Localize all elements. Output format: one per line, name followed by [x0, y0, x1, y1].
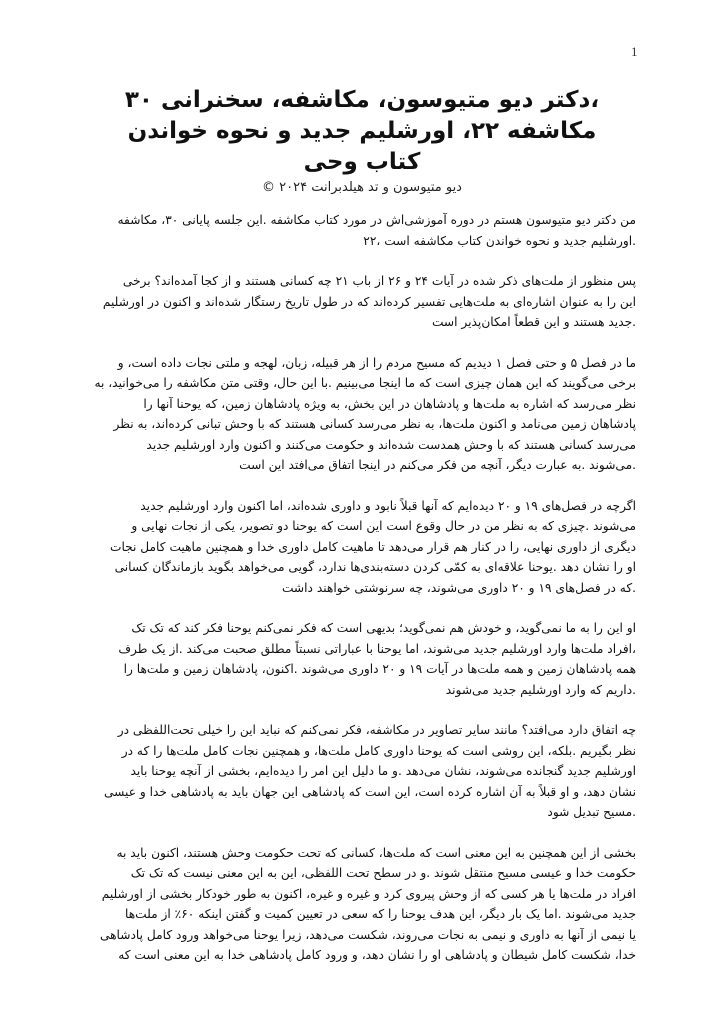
text-line: ،افراد ملت‌ها وارد اورشلیم جدید می‌شوند، اما یوحنا با عباراتی نسبتاً مطلق صحبت می‌کند .از یک طرف [118, 641, 636, 656]
document-title-line-2: مکاشفه ۲۲، اورشلیم جدید و نحوه خواندن [127, 118, 597, 144]
text-line: .می‌شوند .به عبارت دیگر، آنچه من فکر می‌کنم در اینجا اتفاق می‌افتد این است [239, 458, 636, 472]
text-line: اورشلیم جدید گنجانده می‌شوند، نشان می‌دهد .و ما دلیل این امر را دیده‌ایم، بخشی از آنچه یوحنا باید [130, 764, 636, 778]
page-number: 1 [631, 44, 638, 59]
text-line: نظر می‌رسد که اشاره به ملت‌ها و پادشاهان در این بخش، به ویژه پادشاهان زمین، که یوحنا آنها را [143, 396, 636, 411]
paragraph-6 [86, 720, 636, 823]
paragraph-7 [86, 843, 636, 966]
paragraph-1 [86, 210, 636, 251]
text-line: این را به عنوان اشاره‌ای به ملت‌هایی تفسیر کرده‌اند که در طول تاریخ رستگار شده‌اند و اکنون در اورشلیم [102, 294, 636, 309]
text-line: جدید می‌شوند .اما یک بار دیگر، این هدف یوحنا را که سعی در تعیین کمیت و گفتن اینکه ۶۰٪ از ملت‌ها [124, 907, 636, 921]
document-body [86, 210, 636, 986]
text-line: پادشاهان زمین می‌نامد و اکنون ملت‌ها، به نظر می‌رسد کسانی هستند که با وحش تبانی کرده‌اند، به نظر [113, 417, 636, 431]
text-line: نظر بگیریم .بلکه، این روشی است که یوحنا داوری کامل ملت‌ها، و همچنین نجات کامل ملت‌ها را که در [121, 743, 636, 758]
text-line: او را نشان دهد .یوحنا علاقه‌ای به کمّی کردن دسته‌بندی‌ها ندارد، گویی می‌خواهد بگوید بازماندگان کسانی [114, 560, 636, 574]
text-line: .مسیح تبدیل شود [547, 805, 636, 819]
text-line: می‌شوند .چیزی که به نظر من در حال وقوع است این است که یوحنا دو تصویر، یکی از نجات نهایی و [131, 519, 636, 533]
text-line: یا نیمی از آنها به داوری و نیمی به نجات می‌روند، شکست می‌دهد، زیرا یوحنا می‌خواهد ورود کامل پادشاهی [99, 927, 636, 942]
text-line: افراد در ملت‌ها یا هر کسی که از وحش پیروی کرد و غیره و غیره، اکنون به طور خودکار بخشی از اورشلیم [101, 886, 636, 901]
copyright-line: دیو متیوسون و تد هیلدبرانت ۲۰۲۴ © [262, 180, 462, 195]
paragraph-3 [86, 353, 636, 476]
text-line: بخشی از این همچنین به این معنی است که ملت‌ها، کسانی که تحت حکومت وحش هستند، اکنون باید به [116, 845, 636, 860]
document-title-line-3: کتاب وحی [303, 149, 421, 175]
text-line: .جدید هستند و این قطعاً امکان‌پذیر است [431, 315, 636, 329]
text-line: برخی می‌گویند که این همان چیزی است که ما اینجا می‌بینیم .با این حال، وقتی متن مکاشفه را می‌خوانید، به [94, 376, 636, 390]
text-line: دیگری از داوری نهایی، را در کنار هم قرار می‌دهد تا ماهیت کامل داوری خدا و همچنین ماهیت کامل نجات [109, 539, 636, 554]
text-line: من دکتر دیو متیوسون هستم در دوره آموزشی‌اش در مورد کتاب مکاشفه .این جلسه پایانی ۳۰، مکاشفه [117, 213, 636, 227]
paragraph-4 [86, 496, 636, 599]
document-title-line-1: ،دکتر دیو متیوسون، مکاشفه، سخنرانی ۳۰ [124, 87, 600, 113]
text-line: پس منظور از ملت‌های ذکر شده در آیات ۲۴ و ۲۶ از باب ۲۱ چه کسانی هستند و از کجا آمده‌اند؟ برخی [122, 274, 636, 288]
text-line: او این را به ما نمی‌گوید، و خودش هم نمی‌گوید؛ بدیهی است که فکر نمی‌کنم یوحنا فکر کند که تک تک [131, 621, 636, 635]
paragraph-5 [86, 618, 636, 700]
document-title-block [0, 85, 724, 198]
text-line: نشان دهد، و او قبلاً به آن اشاره کرده است، این است که پادشاهی این جهان باید به پادشاهی خدا و عیسی [103, 784, 636, 799]
text-line: .که در فصل‌های ۱۹ و ۲۰ داوری می‌شوند، چه سرنوشتی خواهند داشت [281, 580, 636, 595]
text-line: .داریم که وارد اورشلیم جدید می‌شوند [445, 682, 636, 697]
text-line: حکومت خدا و عیسی مسیح منتقل شوند .و در سطح تحت اللفظی، این به این معنی نیست که تک تک [130, 866, 636, 880]
text-line: اگرچه در فصل‌های ۱۹ و ۲۰ دیده‌ایم که آنها قبلاً نابود و داوری شده‌اند، اما اکنون وارد اورشلیم جدید [140, 498, 636, 513]
paragraph-2 [86, 271, 636, 333]
text-line: چه اتفاق دارد می‌افتد؟ مانند سایر تصاویر در مکاشفه، فکر نمی‌کنم که نباید این را خیلی تحت‌اللفظی در [117, 723, 636, 737]
text-line: می‌رسد کسانی هستند که با وحش همدست شده‌اند و حکومت می‌کنند و اکنون وارد اورشلیم جدید [146, 437, 636, 452]
text-line: همه پادشاهان زمین و همه ملت‌ها در آیات ۱۹ و ۲۰ داوری می‌شوند .اکنون، پادشاهان زمین و ملت‌ها را [123, 662, 636, 676]
text-line: ما در فصل ۵ و حتی فصل ۱ دیدیم که مسیح مردم را از هر قبیله، زبان، لهجه و ملتی نجات داده است، و [117, 355, 636, 370]
text-line: خدا، شکست کامل شیطان و پادشاهی او را نشان دهد، و ورود کامل پادشاهی خدا به این معنی است که [118, 948, 636, 962]
text-line: .اورشلیم جدید و نحوه خواندن کتاب مکاشفه است ،۲۲ [363, 233, 636, 248]
